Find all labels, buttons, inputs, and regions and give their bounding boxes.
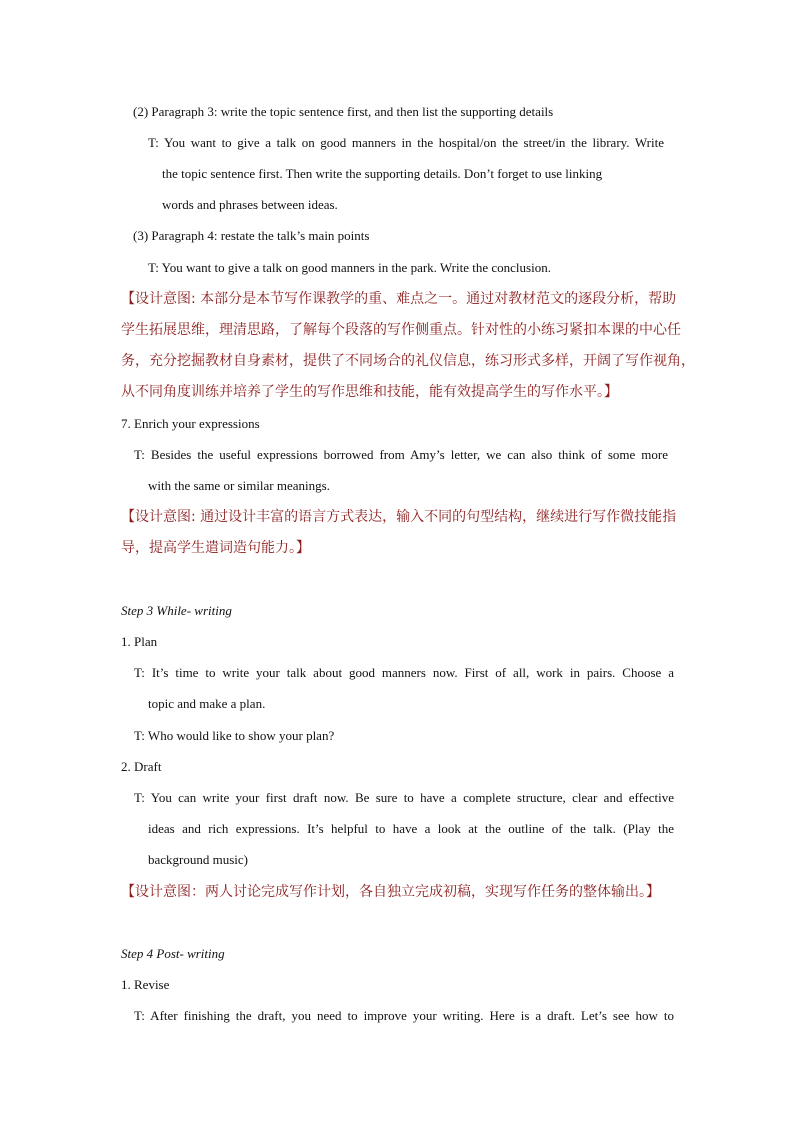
- paragraph-3-task-line-2: the topic sentence first. Then write the supporting details. Don’t forget to use linking: [162, 166, 603, 181]
- enrich-heading: 7. Enrich your expressions: [121, 416, 260, 431]
- draft-task-line-1: T: You can write your first draft now. Be sure to have a complete structure, clear and effective: [134, 790, 674, 805]
- plan-heading: 1. Plan: [121, 634, 158, 649]
- enrich-task-line-1: T: Besides the useful expressions borrowed from Amy’s letter, we can also think of some more: [134, 447, 668, 462]
- design-intent-2-line-2: 导，提高学生遣词造句能力。】: [121, 540, 310, 556]
- design-intent-1-line-1: 【设计意图: 本部分是本节写作课教学的重、难点之一。通过对教材范文的逐段分析，帮助: [121, 291, 677, 307]
- revise-task-line-1: T: After finishing the draft, you need to improve your writing. Here is a draft. Let’s see how to: [134, 1008, 674, 1023]
- draft-heading: 2. Draft: [121, 759, 162, 774]
- draft-task-line-3: background music): [148, 852, 249, 867]
- paragraph-3-task-line-1: T: You want to give a talk on good manners in the hospital/on the street/in the library. Write: [148, 135, 664, 150]
- enrich-task-line-2: with the same or similar meanings.: [148, 478, 330, 493]
- revise-heading: 1. Revise: [121, 977, 170, 992]
- plan-task-line-1: T: It’s time to write your talk about good manners now. First of all, work in pairs. Choose a: [134, 665, 674, 680]
- step-3-heading: Step 3 While- writing: [121, 603, 232, 618]
- plan-question: T: Who would like to show your plan?: [134, 728, 335, 743]
- design-intent-1-line-2: 学生拓展思维，理清思路，了解每个段落的写作侧重点。针对性的小练习紧扣本课的中心任: [121, 322, 681, 338]
- paragraph-4-heading: (3) Paragraph 4: restate the talk’s main points: [133, 228, 370, 243]
- draft-task-line-2: ideas and rich expressions. It’s helpful to have a look at the outline of the talk. (Play the: [148, 821, 674, 836]
- plan-task-line-2: topic and make a plan.: [148, 696, 266, 711]
- design-intent-2-line-1: 【设计意图: 通过设计丰富的语言方式表达，输入不同的句型结构，继续进行写作微技能指: [121, 509, 677, 525]
- paragraph-3-task-line-3: words and phrases between ideas.: [162, 197, 338, 212]
- paragraph-4-task: T: You want to give a talk on good manners in the park. Write the conclusion.: [148, 260, 551, 275]
- step-4-heading: Step 4 Post- writing: [121, 946, 225, 961]
- design-intent-1-line-4: 从不同角度训练并培养了学生的写作思维和技能，能有效提高学生的写作水平。】: [121, 384, 618, 400]
- paragraph-3-heading: (2) Paragraph 3: write the topic sentence first, and then list the supporting details: [133, 104, 554, 119]
- design-intent-1-line-3: 务，充分挖掘教材自身素材，提供了不同场合的礼仪信息，练习形式多样，开阔了写作视角，: [121, 353, 695, 369]
- design-intent-3: 【设计意图：两人讨论完成写作计划，各自独立完成初稿，实现写作任务的整体输出。】: [121, 884, 660, 900]
